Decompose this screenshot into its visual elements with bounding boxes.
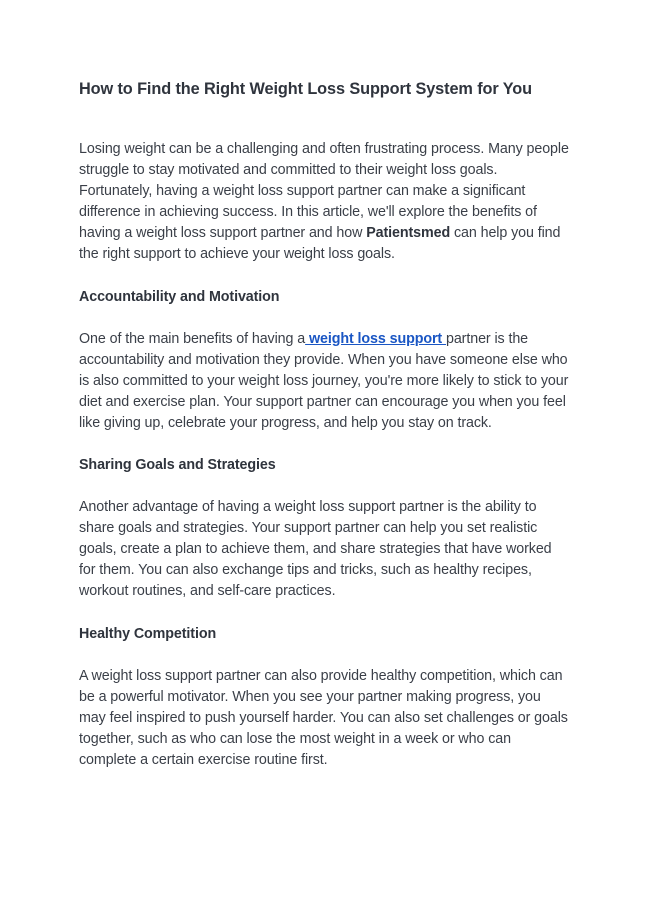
intro-text-start: Losing weight can be a challenging and often frustrating process. Many people struggle to stay motivated and committed to their weight loss goals. Fortunately, having a weight loss support partner can make a significant difference in achieving success. In this article, we'll explore the benefits of having a weight loss support partner and how xyxy=(79,141,569,242)
section-heading-healthy-competition: Healthy Competition xyxy=(79,625,217,642)
intro-paragraph xyxy=(79,139,570,266)
section-heading-sharing-goals: Sharing Goals and Strategies xyxy=(79,457,276,474)
paragraph-text-after-link: partner is the accountability and motivation they provide. When you have someone else who is also committed to your weight loss journey, you're more likely to stick to your diet and exercise plan. Your support partner can encourage you when you feel like giving up, celebrate your progress, and help you stay on track. xyxy=(79,330,569,431)
weight-loss-support-link[interactable]: weight loss support xyxy=(305,330,446,347)
section-heading-accountability: Accountability and Motivation xyxy=(79,288,280,305)
brand-name: Patientsmed xyxy=(366,225,451,242)
paragraph-text-before-link: One of the main benefits of having a xyxy=(79,330,306,347)
document-title: How to Find the Right Weight Loss Support System for You xyxy=(79,80,532,98)
section-paragraph-accountability xyxy=(79,329,570,434)
section-paragraph-sharing-goals: Another advantage of having a weight loss support partner is the ability to share goals and strategies. Your support partner can help you set realistic goals, create a plan to achieve them, and share strategies that have worked for them. You can also exchange tips and tricks, such as healthy recipes, workout routines, and self-care practices. xyxy=(79,499,552,600)
section-paragraph-healthy-competition: A weight loss support partner can also provide healthy competition, which can be a powerful motivator. When you see your partner making progress, you may feel inspired to push yourself harder. You can also set challenges or goals together, such as who can lose the most weight in a week or who can complete a certain exercise routine first. xyxy=(79,667,568,768)
intro-text-end: can help you find the right support to achieve your weight loss goals. xyxy=(79,225,561,263)
